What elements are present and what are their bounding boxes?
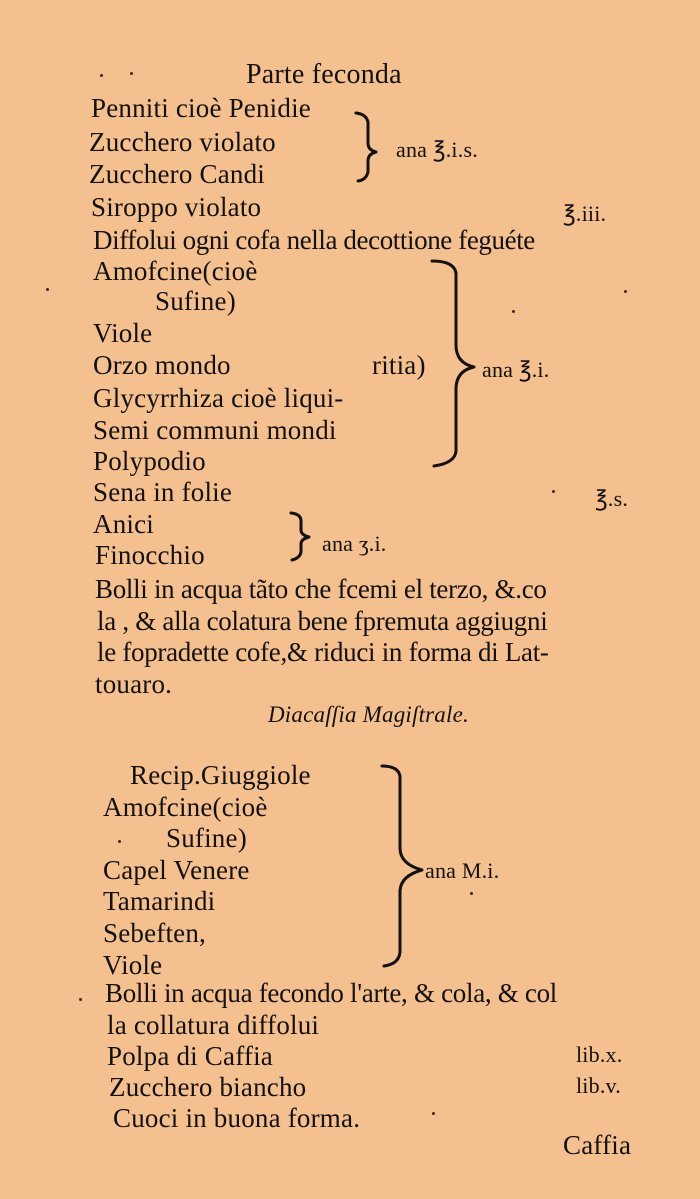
- dose-label: ana ℥.i.s.: [396, 137, 478, 162]
- ink-speck: [512, 310, 515, 313]
- recipe-line-continuation: ritia): [372, 350, 426, 380]
- recipe-line: Sena in folie: [93, 477, 233, 507]
- dose-label: ana ℥.i.: [482, 357, 550, 382]
- ink-speck: [130, 72, 133, 75]
- recipe-line: Tamarindi: [103, 886, 216, 916]
- running-header: Parte feconda: [246, 59, 402, 90]
- recipe-line: Recip.Giuggiole: [130, 760, 311, 790]
- recipe-line: Finocchio: [95, 540, 205, 570]
- dose-label: ana M.i.: [425, 858, 500, 883]
- recipe-line: Cuoci in buona forma.: [113, 1103, 361, 1133]
- dose-label: lib.x.: [576, 1042, 623, 1067]
- recipe-line: la collatura diffolui: [107, 1010, 320, 1040]
- ink-speck: [552, 490, 555, 493]
- recipe-line: Bolli in acqua fecondo l'arte, & cola, & col: [105, 978, 558, 1008]
- dose-label: ℥.iii.: [563, 201, 607, 226]
- recipe-line: Semi communi mondi: [93, 415, 337, 445]
- brace-icon: [428, 255, 488, 475]
- ink-speck: [100, 74, 103, 77]
- recipe-line: la , & alla colatura bene fpremuta aggiugni: [97, 606, 548, 636]
- recipe-line: Orzo mondo: [93, 350, 231, 380]
- recipe-line: Sufine): [166, 823, 247, 853]
- dose-label: ℥.s.: [595, 486, 629, 511]
- recipe-line: Sufine): [155, 286, 236, 316]
- ink-speck: [470, 892, 473, 895]
- ink-speck: [46, 288, 49, 291]
- recipe-line: Zucchero Candi: [89, 159, 265, 189]
- recipe-line: Capel Venere: [103, 855, 250, 885]
- ink-speck: [432, 1112, 435, 1115]
- recipe-line: touaro.: [95, 669, 173, 699]
- recipe-line: Bolli in acqua tãto che fcemi el terzo, &.co: [95, 574, 547, 604]
- ink-speck: [624, 290, 627, 293]
- section-title: Diacaſſia Magiſtrale.: [268, 702, 469, 727]
- recipe-line: Polpa di Caffia: [107, 1041, 273, 1071]
- dose-label: lib.v.: [576, 1073, 621, 1098]
- recipe-line: Amofcine(cioè: [93, 256, 258, 286]
- ink-speck: [79, 998, 82, 1001]
- recipe-line: Viole: [103, 950, 163, 980]
- recipe-line: Viole: [93, 318, 153, 348]
- ink-speck: [118, 840, 121, 843]
- brace-icon: [287, 510, 327, 565]
- recipe-line: Diffolui ogni cofa nella decottione feguéte: [93, 225, 535, 255]
- recipe-line: Zucchero biancho: [109, 1072, 307, 1102]
- recipe-line: Amofcine(cioè: [103, 792, 268, 822]
- dose-label: ana ʒ.i.: [322, 531, 387, 556]
- recipe-line: Siroppo violato: [91, 192, 262, 222]
- recipe-line: Penniti cioè Penidie: [91, 93, 311, 123]
- recipe-line: Anici: [93, 509, 154, 539]
- brace-icon: [352, 110, 402, 190]
- recipe-line: le fopradette cofe,& riduci in forma di Lat-: [97, 637, 549, 667]
- brace-icon: [378, 760, 430, 975]
- recipe-line: Zucchero violato: [89, 127, 276, 157]
- recipe-line: Polypodio: [93, 446, 206, 476]
- recipe-line: Glycyrrhiza cioè liqui-: [93, 383, 344, 413]
- recipe-line: Sebeften,: [103, 918, 207, 948]
- catchword: Caffia: [563, 1130, 632, 1160]
